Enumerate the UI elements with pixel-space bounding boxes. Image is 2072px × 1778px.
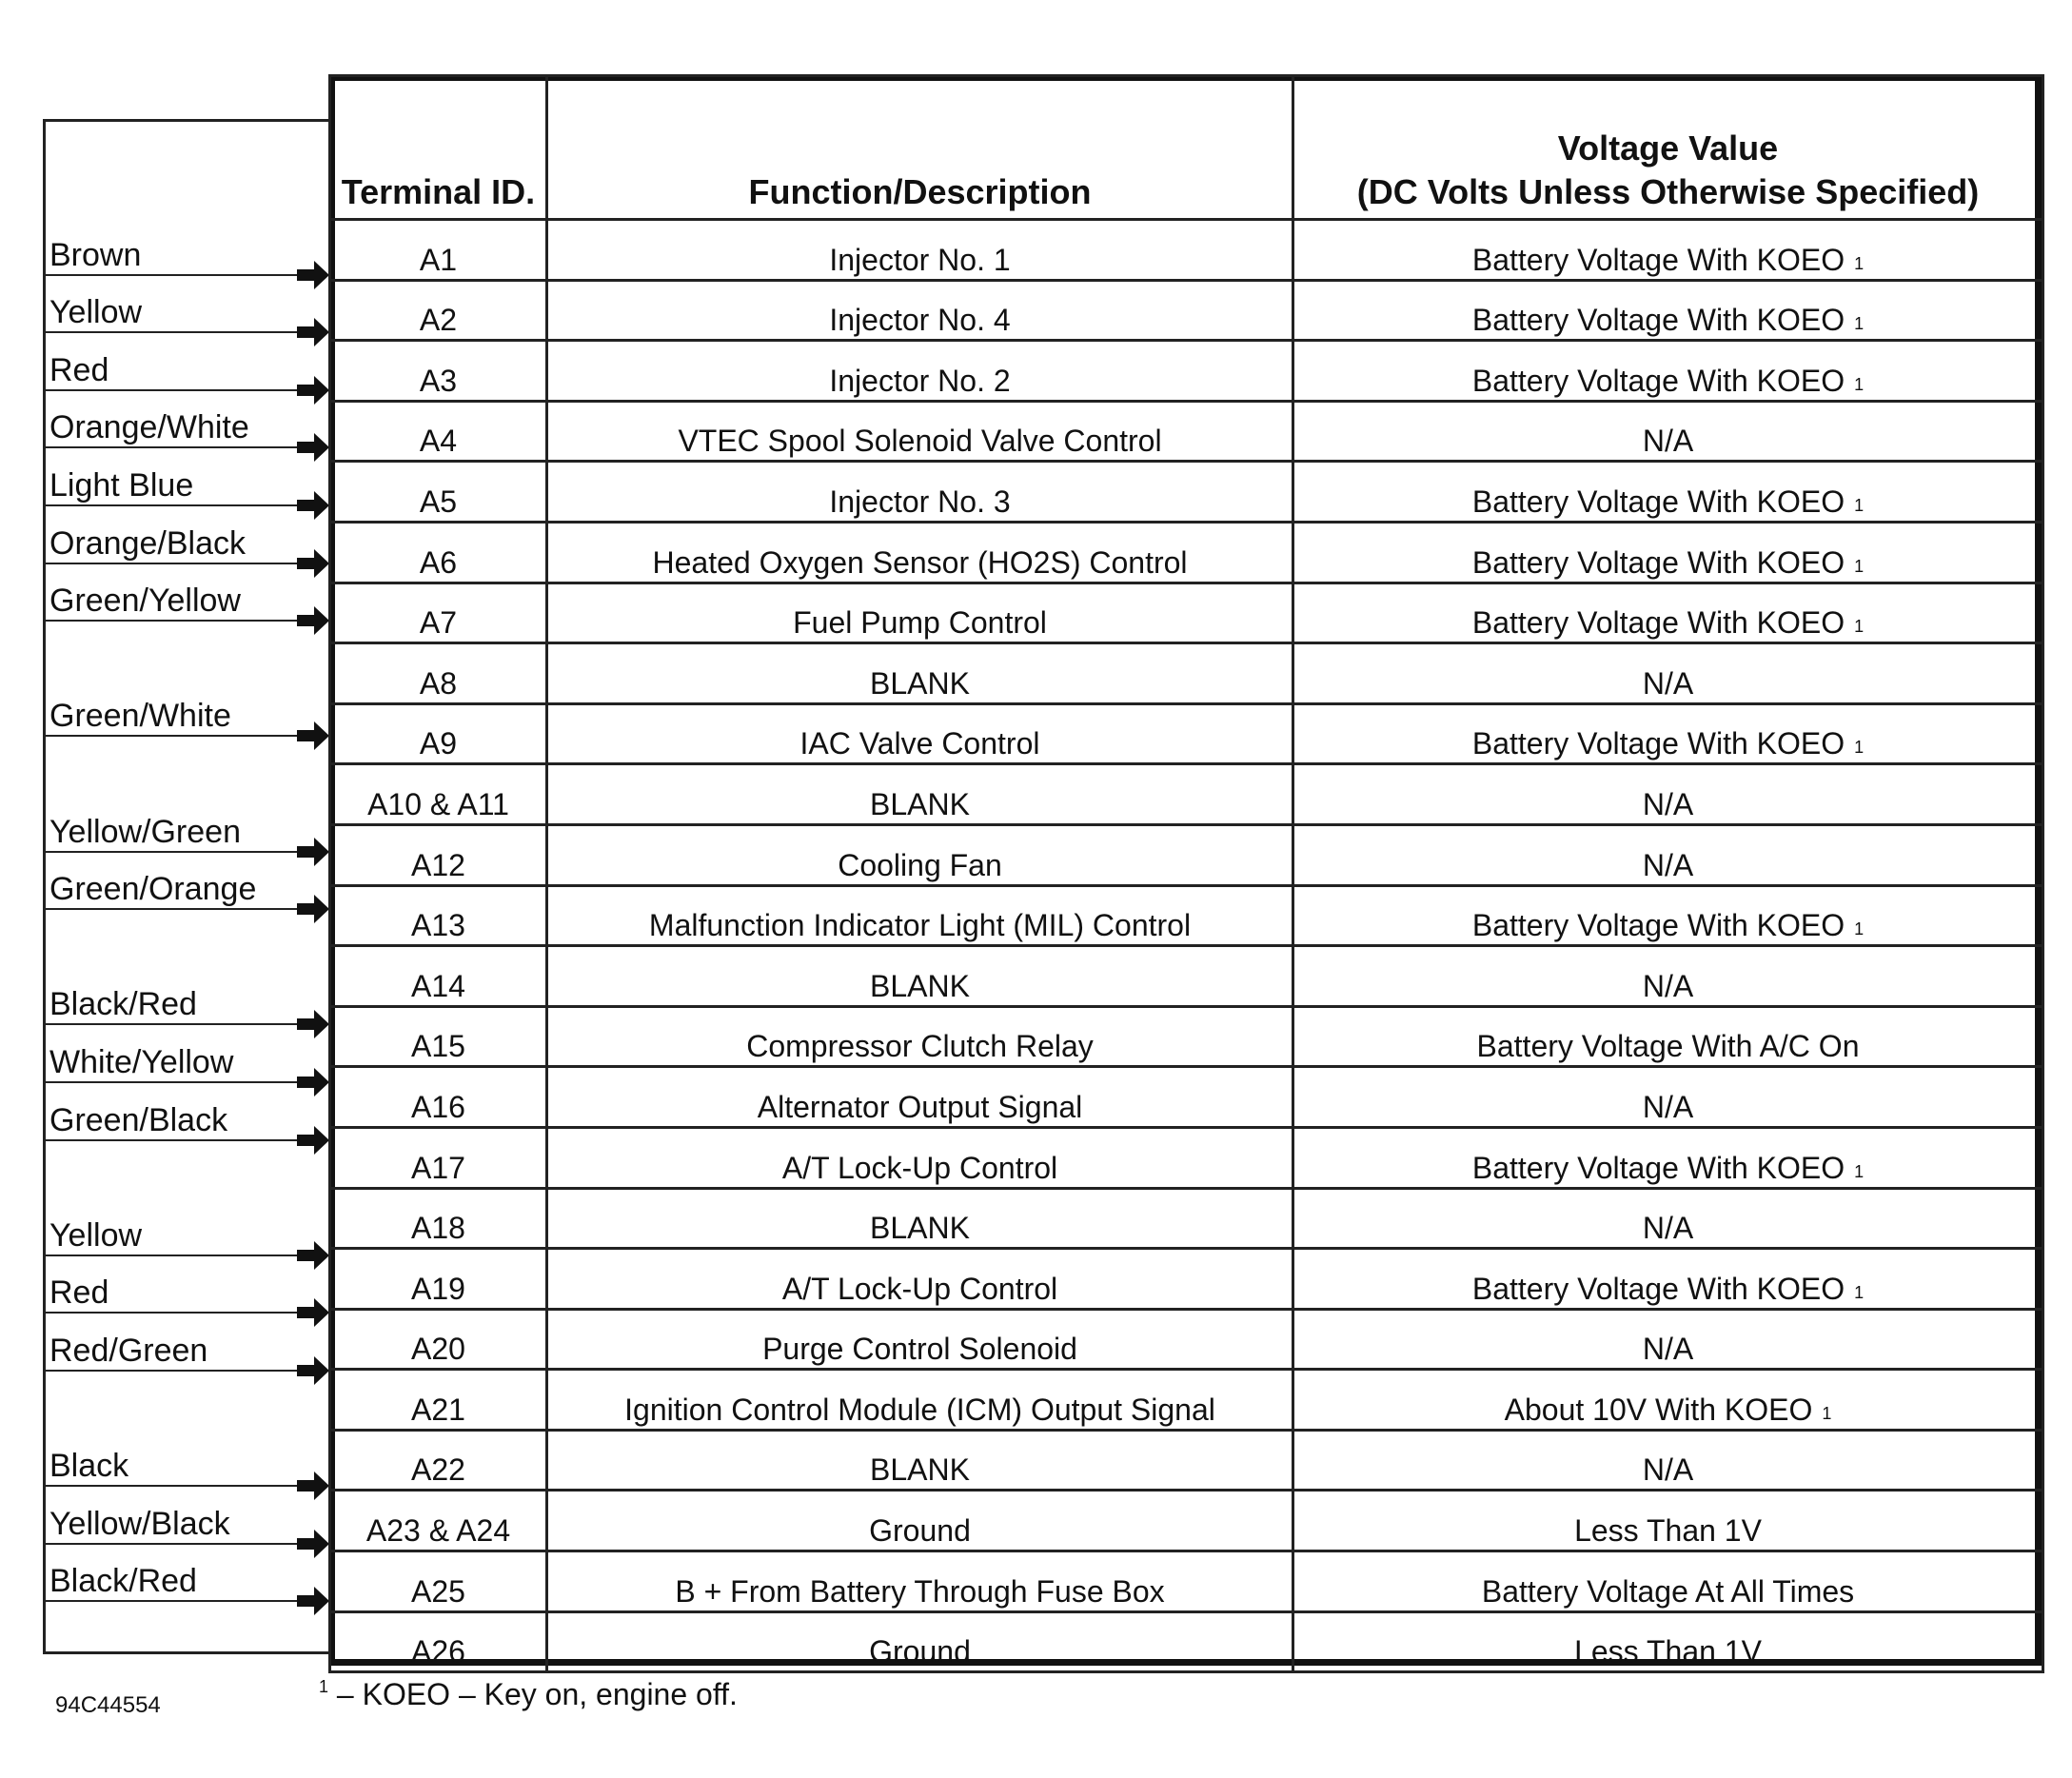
wire-color-label: Orange/Black: [49, 525, 246, 562]
voltage-cell: [1293, 1611, 2043, 1672]
wire-color-label: Yellow: [49, 1217, 143, 1254]
function-cell: Injector No. 2: [547, 341, 1293, 402]
voltage-text: Battery Voltage With A/C On: [1476, 1029, 1860, 1064]
footnote-reference: 1: [1854, 374, 1865, 394]
voltage-text: N/A: [1642, 1089, 1694, 1124]
wire-line: [43, 1081, 300, 1083]
wire-color-label: Light Blue: [49, 467, 194, 504]
table-row: [330, 1188, 2043, 1249]
arrow-right-icon: [297, 491, 329, 520]
terminal-id-cell: A20: [330, 1309, 547, 1370]
voltage-text: N/A: [1642, 1332, 1694, 1367]
arrow-right-icon: [297, 1010, 329, 1038]
arrow-right-icon: [297, 261, 329, 289]
voltage-cell: [1293, 764, 2043, 825]
function-cell: Ignition Control Module (ICM) Output Signal: [547, 1370, 1293, 1431]
wire-line: [43, 1485, 300, 1487]
voltage-text: N/A: [1642, 847, 1694, 882]
arrow-right-icon: [297, 1587, 329, 1615]
terminal-id-cell: A18: [330, 1188, 547, 1249]
footnote-reference: 1: [1822, 1403, 1832, 1423]
voltage-text: N/A: [1642, 424, 1694, 459]
voltage-cell: [1293, 401, 2043, 462]
table-row: [330, 1309, 2043, 1370]
terminal-id-cell: A6: [330, 522, 547, 583]
voltage-cell: [1293, 522, 2043, 583]
voltage-cell: [1293, 946, 2043, 1007]
voltage-cell: [1293, 280, 2043, 341]
function-cell: B + From Battery Through Fuse Box: [547, 1551, 1293, 1612]
wire-color-label: White/Yellow: [49, 1044, 234, 1080]
footnote-mark: 1: [319, 1677, 329, 1696]
arrow-right-icon: [297, 721, 329, 750]
voltage-cell: [1293, 1127, 2043, 1188]
arrow-right-icon: [297, 606, 329, 635]
voltage-text: N/A: [1642, 1211, 1694, 1246]
wire-color-label: Red: [49, 352, 109, 388]
wire-color-label: Black/Red: [49, 1563, 197, 1599]
footnote-reference: 1: [1854, 919, 1865, 939]
wire-color-label: Black: [49, 1448, 129, 1484]
terminal-id-cell: A7: [330, 583, 547, 643]
arrow-right-icon: [297, 1356, 329, 1385]
voltage-cell: [1293, 462, 2043, 523]
voltage-text: Battery Voltage With KOEO: [1471, 242, 1845, 277]
arrow-right-icon: [297, 1068, 329, 1096]
voltage-cell: [1293, 341, 2043, 402]
wire-color-label: Orange/White: [49, 409, 249, 445]
function-cell: BLANK: [547, 764, 1293, 825]
terminal-id-cell: A25: [330, 1551, 547, 1612]
wire-line: [43, 446, 300, 448]
voltage-cell: [1293, 1551, 2043, 1612]
wire-line: [43, 1139, 300, 1141]
voltage-text: Battery Voltage With KOEO: [1471, 363, 1845, 398]
table-row: [330, 885, 2043, 946]
footnote-reference: 1: [1854, 738, 1865, 758]
terminal-id-cell: A21: [330, 1370, 547, 1431]
header-voltage-line1: Voltage Value: [1557, 128, 1779, 168]
terminal-id-cell: A13: [330, 885, 547, 946]
table-row: [330, 341, 2043, 402]
terminal-id-cell: A8: [330, 643, 547, 704]
arrow-right-icon: [297, 318, 329, 346]
arrow-right-icon: [297, 433, 329, 462]
wire-color-label: Green/Orange: [49, 871, 257, 907]
wire-color-label: Yellow: [49, 294, 143, 330]
table-row: [330, 1551, 2043, 1612]
wire-line: [43, 1023, 300, 1025]
wire-color-label: Green/White: [49, 698, 231, 734]
table-row: [330, 462, 2043, 523]
terminal-id-cell: A19: [330, 1249, 547, 1310]
voltage-cell: [1293, 1491, 2043, 1551]
voltage-cell: [1293, 220, 2043, 281]
wire-line: [43, 274, 300, 276]
wire-line: [43, 620, 300, 622]
table-row: [330, 220, 2043, 281]
voltage-text: N/A: [1642, 786, 1694, 821]
wire-color-label: Yellow/Green: [49, 814, 241, 850]
function-cell: Ground: [547, 1491, 1293, 1551]
terminal-id-cell: A3: [330, 341, 547, 402]
wire-line: [43, 1600, 300, 1602]
voltage-cell: [1293, 824, 2043, 885]
voltage-cell: [1293, 885, 2043, 946]
function-cell: Injector No. 3: [547, 462, 1293, 523]
wire-line: [43, 851, 300, 853]
footnote: [319, 1677, 738, 1712]
arrow-right-icon: [297, 1530, 329, 1558]
voltage-text: Battery Voltage With KOEO: [1471, 908, 1845, 943]
voltage-text: Battery Voltage At All Times: [1481, 1573, 1855, 1609]
wire-line: [43, 389, 300, 391]
terminal-id-cell: A23 & A24: [330, 1491, 547, 1551]
function-cell: Compressor Clutch Relay: [547, 1006, 1293, 1067]
table-row: [330, 1611, 2043, 1672]
wire-color-label: Green/Black: [49, 1102, 228, 1138]
terminal-id-cell: A14: [330, 946, 547, 1007]
voltage-text: Less Than 1V: [1574, 1634, 1762, 1669]
function-cell: Cooling Fan: [547, 824, 1293, 885]
terminal-id-cell: A4: [330, 401, 547, 462]
voltage-text: Battery Voltage With KOEO: [1471, 1271, 1845, 1306]
terminal-id-cell: A17: [330, 1127, 547, 1188]
wire-color-label: Brown: [49, 237, 142, 273]
function-cell: Fuel Pump Control: [547, 583, 1293, 643]
function-cell: Alternator Output Signal: [547, 1067, 1293, 1128]
wire-color-label: Yellow/Black: [49, 1506, 230, 1542]
table-row: [330, 946, 2043, 1007]
voltage-text: N/A: [1642, 665, 1694, 701]
footnote-reference: 1: [1854, 253, 1865, 273]
wire-line: [43, 1543, 300, 1545]
arrow-right-icon: [297, 376, 329, 405]
table-row: [330, 643, 2043, 704]
voltage-text: N/A: [1642, 968, 1694, 1003]
voltage-text: Battery Voltage With KOEO: [1471, 605, 1845, 641]
terminal-id-cell: A2: [330, 280, 547, 341]
wire-line: [43, 735, 300, 737]
wire-line: [43, 504, 300, 506]
wire-color-label: Red/Green: [49, 1333, 208, 1369]
table-row: [330, 1491, 2043, 1551]
function-cell: Purge Control Solenoid: [547, 1309, 1293, 1370]
function-cell: BLANK: [547, 643, 1293, 704]
voltage-cell: [1293, 703, 2043, 764]
voltage-text: Battery Voltage With KOEO: [1471, 1150, 1845, 1185]
footnote-reference: 1: [1854, 617, 1865, 637]
voltage-text: Battery Voltage With KOEO: [1471, 303, 1845, 338]
arrow-right-icon: [297, 1241, 329, 1270]
function-cell: IAC Valve Control: [547, 703, 1293, 764]
table-row: [330, 764, 2043, 825]
header-voltage: [1293, 76, 2043, 220]
table-body: [330, 220, 2043, 1672]
footnote-reference: 1: [1854, 314, 1865, 334]
table-row: [330, 824, 2043, 885]
voltage-cell: [1293, 1067, 2043, 1128]
figure-id: 94C44554: [55, 1692, 161, 1718]
table-row: [330, 1127, 2043, 1188]
terminal-id-cell: A12: [330, 824, 547, 885]
voltage-cell: [1293, 1430, 2043, 1491]
arrow-right-icon: [297, 838, 329, 866]
wire-color-label: Red: [49, 1274, 109, 1311]
wire-color-label: Black/Red: [49, 986, 197, 1022]
table-row: [330, 1067, 2043, 1128]
voltage-text: Battery Voltage With KOEO: [1471, 484, 1845, 519]
function-cell: Injector No. 1: [547, 220, 1293, 281]
table-row: [330, 280, 2043, 341]
voltage-text: Battery Voltage With KOEO: [1471, 544, 1845, 580]
wire-line: [43, 1254, 300, 1256]
table-row: [330, 522, 2043, 583]
voltage-cell: [1293, 1006, 2043, 1067]
table-row: [330, 1370, 2043, 1431]
arrow-right-icon: [297, 895, 329, 923]
header-terminal-id: Terminal ID.: [330, 76, 547, 220]
function-cell: Heated Oxygen Sensor (HO2S) Control: [547, 522, 1293, 583]
terminal-id-cell: A26: [330, 1611, 547, 1672]
table-row: [330, 583, 2043, 643]
arrow-right-icon: [297, 1472, 329, 1500]
function-cell: Ground: [547, 1611, 1293, 1672]
voltage-text: N/A: [1642, 1452, 1694, 1488]
header-voltage-line2: (DC Volts Unless Otherwise Specified): [1356, 172, 1980, 211]
wire-color-label: Green/Yellow: [49, 583, 241, 619]
function-cell: BLANK: [547, 1430, 1293, 1491]
voltage-cell: [1293, 1370, 2043, 1431]
footnote-text: – KOEO – Key on, engine off.: [328, 1677, 738, 1711]
wire-line: [43, 331, 300, 333]
arrow-right-icon: [297, 1126, 329, 1155]
voltage-cell: [1293, 1188, 2043, 1249]
wire-line: [43, 1312, 300, 1314]
voltage-text: Less Than 1V: [1574, 1513, 1762, 1549]
function-cell: BLANK: [547, 1188, 1293, 1249]
function-cell: A/T Lock-Up Control: [547, 1127, 1293, 1188]
table-row: [330, 703, 2043, 764]
arrow-right-icon: [297, 1298, 329, 1327]
voltage-text: Battery Voltage With KOEO: [1471, 726, 1845, 761]
function-cell: Injector No. 4: [547, 280, 1293, 341]
voltage-text: About 10V With KOEO: [1504, 1392, 1813, 1427]
function-cell: BLANK: [547, 946, 1293, 1007]
wire-line: [43, 1370, 300, 1372]
arrow-right-icon: [297, 549, 329, 578]
table-row: [330, 1006, 2043, 1067]
terminal-id-cell: A22: [330, 1430, 547, 1491]
terminal-id-cell: A9: [330, 703, 547, 764]
terminal-id-cell: A1: [330, 220, 547, 281]
terminal-table: [328, 74, 2044, 1673]
terminal-id-cell: A15: [330, 1006, 547, 1067]
voltage-cell: [1293, 643, 2043, 704]
function-cell: A/T Lock-Up Control: [547, 1249, 1293, 1310]
header-function: Function/Description: [547, 76, 1293, 220]
footnote-reference: 1: [1854, 1161, 1865, 1181]
function-cell: Malfunction Indicator Light (MIL) Control: [547, 885, 1293, 946]
table-row: [330, 401, 2043, 462]
footnote-reference: 1: [1854, 495, 1865, 515]
table-row: [330, 1249, 2043, 1310]
voltage-cell: [1293, 1249, 2043, 1310]
voltage-cell: [1293, 583, 2043, 643]
wire-line: [43, 908, 300, 910]
terminal-id-cell: A16: [330, 1067, 547, 1128]
table-header-row: [330, 76, 2043, 220]
wire-line: [43, 563, 300, 564]
terminal-id-cell: A10 & A11: [330, 764, 547, 825]
footnote-reference: 1: [1854, 1282, 1865, 1302]
voltage-cell: [1293, 1309, 2043, 1370]
table-row: [330, 1430, 2043, 1491]
function-cell: VTEC Spool Solenoid Valve Control: [547, 401, 1293, 462]
footnote-reference: 1: [1854, 556, 1865, 576]
terminal-id-cell: A5: [330, 462, 547, 523]
